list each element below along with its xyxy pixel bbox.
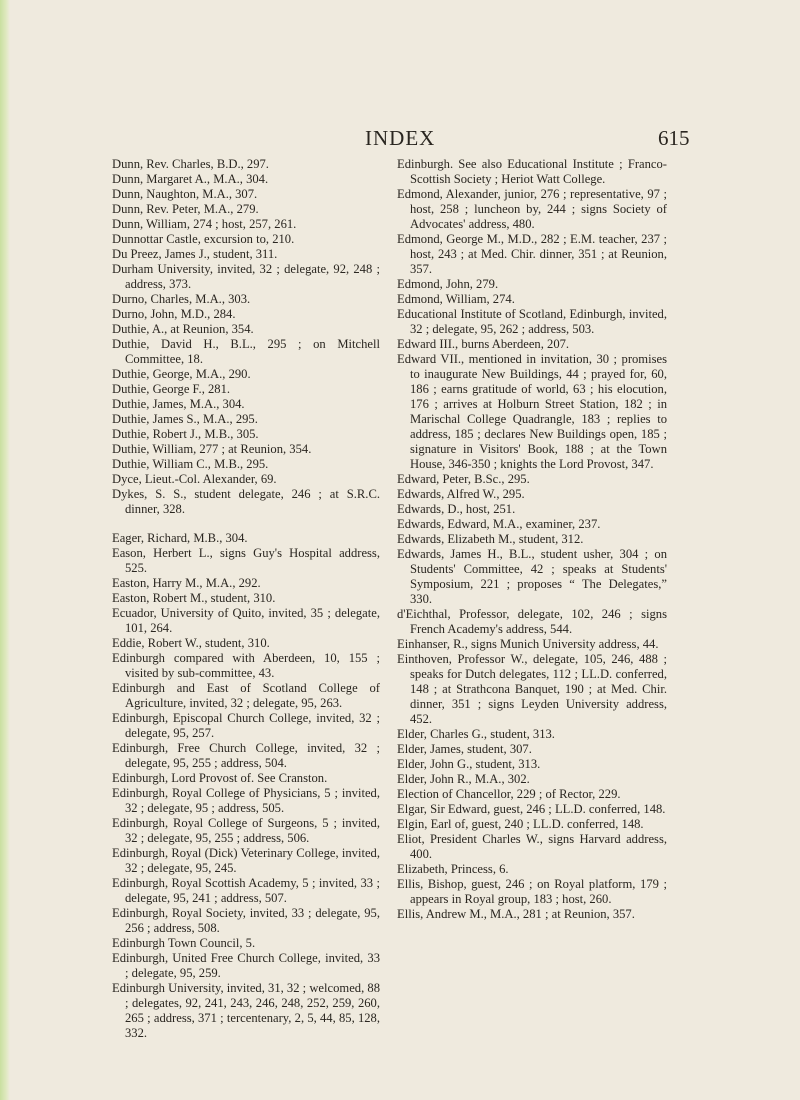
index-entry: Edinburgh, Royal College of Surgeons, 5 ; invited, 32 ; delegate, 95, 255 ; address, 506. [112,816,380,845]
index-entry: Edmond, George M., M.D., 282 ; E.M. teacher, 237 ; host, 243 ; at Med. Chir. dinner, 351 ; at Reunion, 357. [397,232,667,276]
index-entry: Durham University, invited, 32 ; delegate, 92, 248 ; address, 373. [112,262,380,291]
index-entry: Duthie, James, M.A., 304. [112,397,245,411]
index-entry: Eddie, Robert W., student, 310. [112,636,270,650]
index-entry: Edinburgh. See also Educational Institute ; Franco-Scottish Society ; Heriot Watt College. [397,157,667,186]
index-entry: Dyce, Lieut.-Col. Alexander, 69. [112,472,277,486]
index-entry: Einthoven, Professor W., delegate, 105, 246, 488 ; speaks for Dutch delegates, 112 ; LL.D. conferred, 148 ; at Strathcona Banquet, 190 ; at Med. Chir. dinner, 351 ; signs Leyden University address, 452. [397,652,667,726]
index-entry: Edinburgh, Lord Provost of. See Cranston. [112,771,328,785]
index-entry: d'Eichthal, Professor, delegate, 102, 246 ; signs French Academy's address, 544. [397,607,667,636]
index-entry: Duthie, A., at Reunion, 354. [112,322,254,336]
index-entry: Duthie, William C., M.B., 295. [112,457,269,471]
page-header [0,126,800,156]
index-entry: Edinburgh, United Free Church College, invited, 33 ; delegate, 95, 259. [112,951,380,980]
page-number: 615 [658,126,690,150]
index-entry: Elder, Charles G., student, 313. [397,727,555,741]
index-entry: Edwards, D., host, 251. [397,502,516,516]
index-column-right [397,157,667,922]
index-entry: Edmond, John, 279. [397,277,499,291]
index-entry: Duthie, James S., M.A., 295. [112,412,258,426]
index-entry: Eager, Richard, M.B., 304. [112,531,248,545]
index-entry: Edward VII., mentioned in invitation, 30 ; promises to inaugurate New Buildings, 44 ; prayed for, 60, 186 ; earns gratitude of world, 63 ; his elocution, 176 ; arrives at Holburn Street Station, 182 ; in Marischal College Quadrangle, 183 ; replies to address, 185 ; declares New Buildings open, 185 ; signature in Visitors' Book, 188 ; at the Town House, 346-350 ; knights the Lord Provost, 347. [397,352,667,471]
index-entry: Dunn, William, 274 ; host, 257, 261. [112,217,297,231]
index-entry: Edinburgh, Royal College of Physicians, 5 ; invited, 32 ; delegate, 95 ; address, 505. [112,786,380,815]
index-entry: Elgar, Sir Edward, guest, 246 ; LL.D. conferred, 148. [397,802,666,816]
index-entry: Election of Chancellor, 229 ; of Rector, 229. [397,787,621,801]
index-entry: Edwards, Elizabeth M., student, 312. [397,532,584,546]
index-entry: Du Preez, James J., student, 311. [112,247,278,261]
index-entry: Edinburgh, Royal Scottish Academy, 5 ; invited, 33 ; delegate, 95, 241 ; address, 507. [112,876,380,905]
index-entry: Elder, James, student, 307. [397,742,532,756]
index-entry: Elder, John R., M.A., 302. [397,772,530,786]
index-entry: Edmond, Alexander, junior, 276 ; representative, 97 ; host, 258 ; luncheon by, 244 ; signs Society of Advocates' address, 480. [397,187,667,231]
index-entry: Dunn, Naughton, M.A., 307. [112,187,258,201]
index-entry: Edwards, Alfred W., 295. [397,487,525,501]
index-entry: Dunnottar Castle, excursion to, 210. [112,232,295,246]
index-entry: Elder, John G., student, 313. [397,757,541,771]
index-entry: Educational Institute of Scotland, Edinburgh, invited, 32 ; delegate, 95, 262 ; address, 503. [397,307,667,336]
index-entry: Duthie, George, M.A., 290. [112,367,251,381]
index-entry: Elgin, Earl of, guest, 240 ; LL.D. conferred, 148. [397,817,644,831]
index-entry: Dunn, Rev. Peter, M.A., 279. [112,202,259,216]
index-entry: Duthie, William, 277 ; at Reunion, 354. [112,442,312,456]
index-entry: Duthie, Robert J., M.B., 305. [112,427,259,441]
index-entry: Easton, Robert M., student, 310. [112,591,276,605]
index-entry: Edinburgh and East of Scotland College of Agriculture, invited, 32 ; delegate, 95, 263. [112,681,380,710]
index-entry: Dunn, Margaret A., M.A., 304. [112,172,269,186]
index-entry: Edmond, William, 274. [397,292,515,306]
index-entry: Edinburgh, Royal (Dick) Veterinary College, invited, 32 ; delegate, 95, 245. [112,846,380,875]
index-entry: Edward III., burns Aberdeen, 207. [397,337,570,351]
index-entry: Edwards, James H., B.L., student usher, 304 ; on Students' Committee, 42 ; speaks at Students' Symposium, 221 ; proposes “ The Delegates,” 330. [397,547,667,606]
index-entry: Ellis, Andrew M., M.A., 281 ; at Reunion, 357. [397,907,635,921]
index-entry: Edinburgh, Royal Society, invited, 33 ; delegate, 95, 256 ; address, 508. [112,906,380,935]
index-entry: Einhanser, R., signs Munich University address, 44. [397,637,659,651]
index-entry: Dunn, Rev. Charles, B.D., 297. [112,157,269,171]
index-entry: Edinburgh University, invited, 31, 32 ; welcomed, 88 ; delegates, 92, 241, 243, 246, 248, 252, 259, 260, 265 ; address, 371 ; tercentenary, 2, 5, 44, 85, 128, 332. [112,981,380,1040]
index-entry: Edwards, Edward, M.A., examiner, 237. [397,517,601,531]
index-entry: Eason, Herbert L., signs Guy's Hospital address, 525. [112,546,380,575]
index-entry: Easton, Harry M., M.A., 292. [112,576,261,590]
index-entry: Durno, Charles, M.A., 303. [112,292,251,306]
index-entry: Ecuador, University of Quito, invited, 35 ; delegate, 101, 264. [112,606,380,635]
index-entry: Eliot, President Charles W., signs Harvard address, 400. [397,832,667,861]
index-entry: Edinburgh Town Council, 5. [112,936,256,950]
index-entry: Elizabeth, Princess, 6. [397,862,509,876]
index-entry: Duthie, David H., B.L., 295 ; on Mitchell Committee, 18. [112,337,380,366]
index-entry: Edinburgh compared with Aberdeen, 10, 155 ; visited by sub-committee, 43. [112,651,380,680]
index-entry: Durno, John, M.D., 284. [112,307,236,321]
index-entry: Dykes, S. S., student delegate, 246 ; at S.R.C. dinner, 328. [112,487,380,516]
page-binding-edge [0,0,10,1100]
index-entry: Duthie, George F., 281. [112,382,231,396]
index-entry: Ellis, Bishop, guest, 246 ; on Royal platform, 179 ; appears in Royal group, 183 ; host, 260. [397,877,667,906]
index-entry: Edward, Peter, B.Sc., 295. [397,472,530,486]
page-title: INDEX [365,126,436,150]
index-entry: Edinburgh, Episcopal Church College, invited, 32 ; delegate, 95, 257. [112,711,380,740]
index-entry: Edinburgh, Free Church College, invited, 32 ; delegate, 95, 255 ; address, 504. [112,741,380,770]
index-column-left [112,157,380,1041]
